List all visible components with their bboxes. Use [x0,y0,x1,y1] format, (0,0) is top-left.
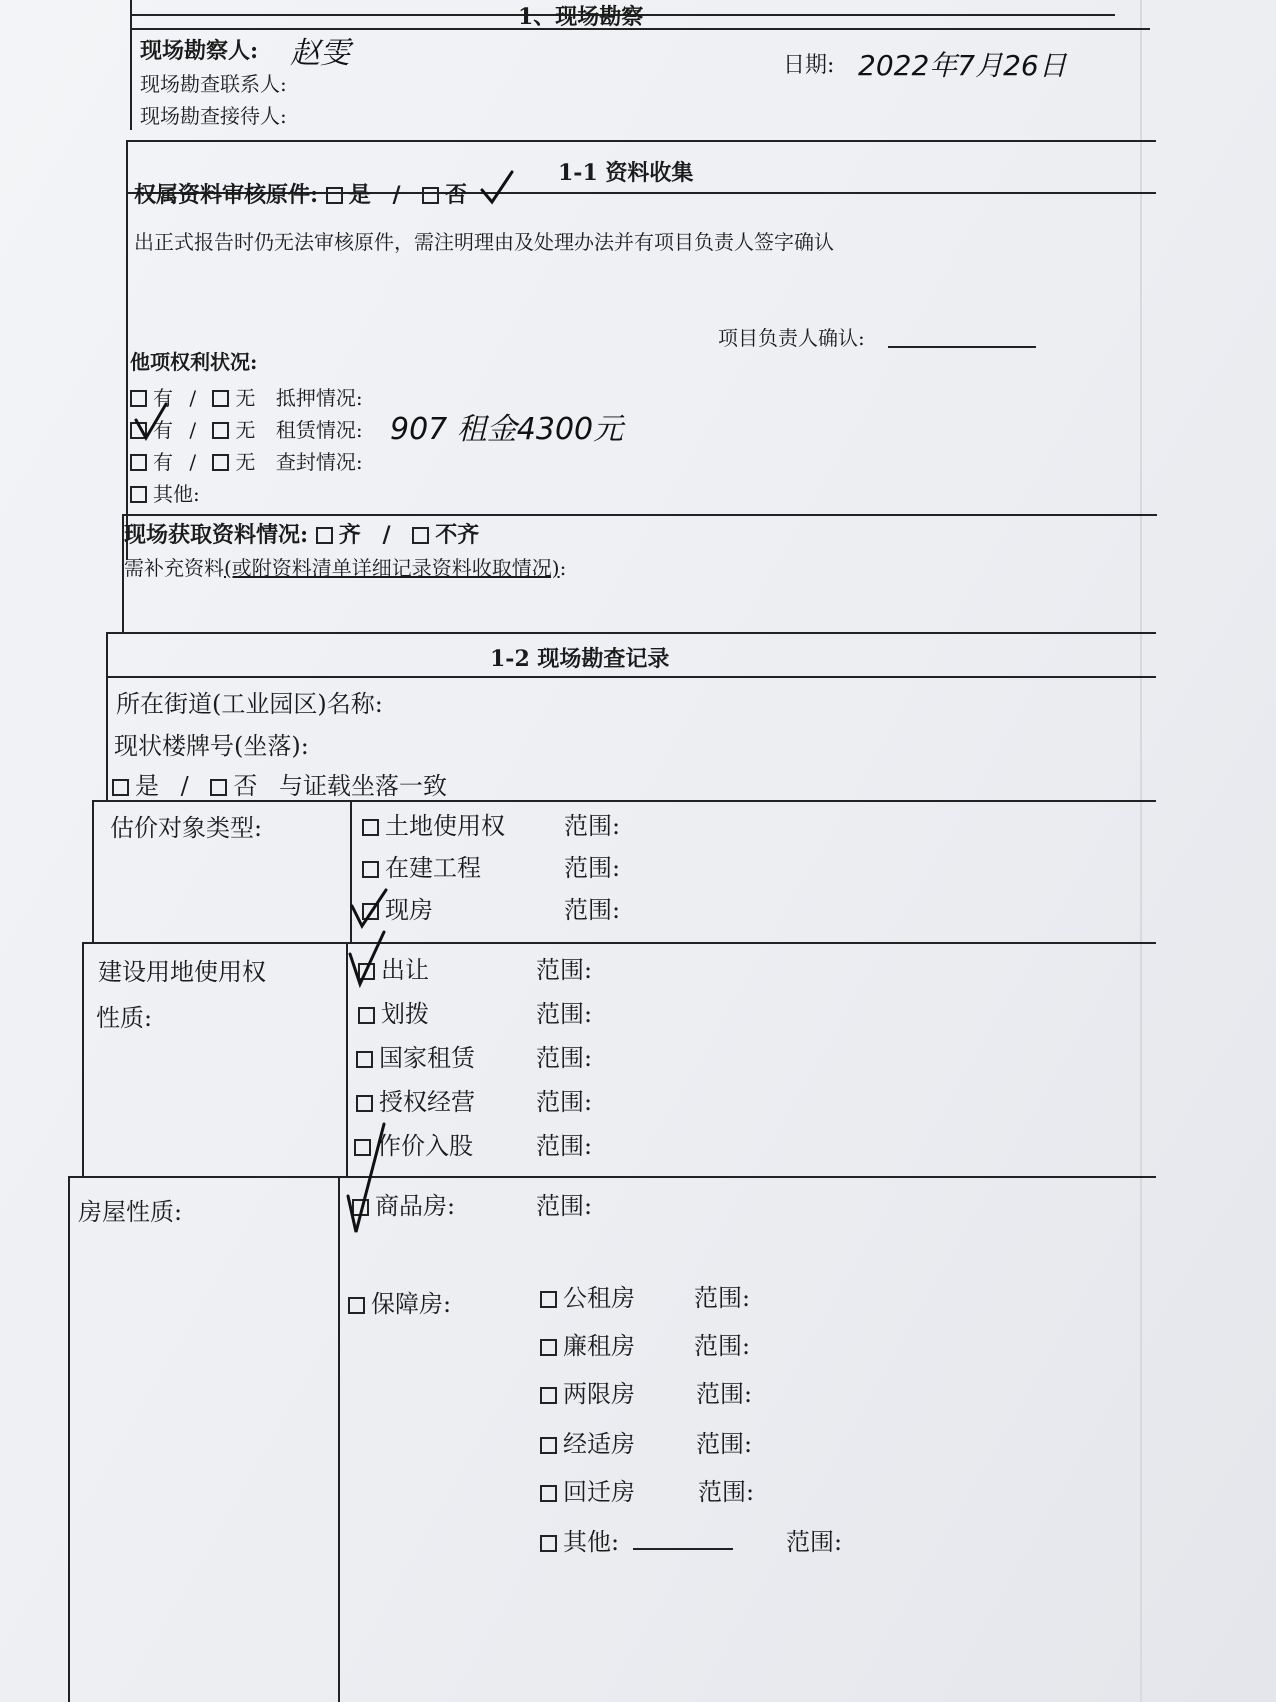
public-rental-checkbox[interactable] [540,1291,557,1308]
option-label: 授权经营 [379,1088,475,1116]
affordable-option [348,1284,451,1319]
no-checkbox[interactable] [422,187,439,204]
land-use-checkbox[interactable] [362,819,379,836]
checkmark-icon [478,168,518,208]
section-1-2-title: 1-2 现场勘查记录 [490,646,670,672]
right-row-other [130,478,200,507]
scope-label: 范围: [696,1430,753,1458]
scope-label: 范围: [536,1088,593,1116]
other-type-blank[interactable] [633,1548,733,1550]
commercial-label: 商品房: [375,1192,456,1220]
consistent-yes-label: 是 [135,772,159,800]
table-rule-1 [92,800,1156,802]
seizure-none-checkbox[interactable] [212,454,229,471]
consistent-yes-checkbox[interactable] [112,779,129,796]
consistent-label: 与证载坐落一致 [279,772,448,800]
scope-label: 范围: [536,1132,593,1160]
scope-label: 范围: [786,1528,843,1556]
option-label: 现房 [385,896,433,924]
checkmark-icon [132,400,172,444]
lease-handwritten-value: 907 租金4300元 [390,412,624,447]
supplement-colon: : [559,556,567,580]
affordable-other [540,1522,733,1557]
checkmark-icon [346,928,390,988]
affordable-public-rental [540,1278,635,1313]
land-right-label-1: 建设用地使用权 [98,958,266,986]
price-limited-checkbox[interactable] [540,1387,557,1404]
state-lease-checkbox[interactable] [356,1051,373,1068]
mortgage-none-checkbox[interactable] [212,390,229,407]
option-label: 作价入股 [377,1132,473,1160]
option-label: 在建工程 [385,854,481,882]
receiver-label: 现场勘查接待人: [140,104,287,128]
house-nature-label: 房屋性质: [78,1198,183,1226]
supplement-note: (或附资料清单详细记录资料收取情况) [224,556,560,580]
rule-1-2 [108,632,1156,634]
low-rent-checkbox[interactable] [540,1339,557,1356]
table-left-3 [68,1176,70,1702]
yes-label: 是 [348,182,371,208]
supplement-label: 需补充资料 [124,556,224,580]
right-row-lease: 有 / 无 租赁情况: [130,414,363,443]
scope-label: 范围: [564,854,621,882]
lease-none-checkbox[interactable] [212,422,229,439]
seizure-have-checkbox[interactable] [130,454,147,471]
rule-1-1 [126,140,1156,142]
right-edge [1140,0,1142,1702]
scope-label: 范围: [698,1478,755,1506]
pm-signature-line[interactable] [888,346,1036,348]
other-label: 其他: [153,482,200,506]
option-label: 国家租赁 [379,1044,475,1072]
materials-row: 现场获取资料情况: 齐 / 不齐 [124,522,480,548]
yes-checkbox[interactable] [326,187,343,204]
none-label: 无 [235,450,256,474]
street-label: 所在街道(工业园区)名称: [116,690,383,718]
land-right-option-lease [356,1038,475,1073]
seizure-label: 查封情况: [275,450,363,474]
right-row-seizure: 有 / 无 查封情况: [130,446,363,475]
have-label: 有 [153,386,173,410]
affordable-resettlement [540,1472,635,1507]
left-border-1-1 [126,140,128,560]
consistency-row: 是 / 否 与证载坐落一致 [112,766,447,801]
complete-label: 齐 [338,522,361,548]
incomplete-label: 不齐 [435,522,480,548]
original-review-label [134,178,467,209]
other-rights-label: 他项权利状况: [130,350,258,374]
option-label: 土地使用权 [385,812,505,840]
header-rule [130,28,1150,30]
table-rule-3 [68,1176,1156,1178]
complete-checkbox[interactable] [316,527,333,544]
inspector-label: 现场勘察人: [140,38,259,64]
scope-label: 范围: [536,956,593,984]
rule-1-2b [106,676,1156,678]
original-review-text: 权属资料审核原件: [134,182,319,208]
other-type-checkbox[interactable] [540,1535,557,1552]
object-type-option-land [362,806,505,841]
scope-label: 范围: [564,812,621,840]
affordable-economy [540,1424,635,1459]
left-border [130,0,132,130]
table-left-2 [82,942,84,1176]
scope-label: 范围: [536,1044,593,1072]
option-label: 划拨 [381,1000,429,1028]
consistent-no-label: 否 [233,772,258,800]
object-type-label: 估价对象类型: [110,814,263,842]
scope-label: 范围: [564,896,621,924]
consistent-no-checkbox[interactable] [210,779,227,796]
mortgage-label: 抵押情况: [275,386,363,410]
review-note: 出正式报告时仍无法审核原件，需注明理由及处理办法并有项目负责人签字确认 [134,230,834,254]
affordable-price-limited [540,1374,635,1409]
scope-label: 范围: [696,1380,753,1408]
left-border-materials [122,514,124,634]
option-label: 回迁房 [563,1478,635,1506]
other-type-label: 其他: [563,1528,620,1556]
authorized-operation-checkbox[interactable] [356,1095,373,1112]
inspection-form [78,0,1148,1702]
affordable-low-rent [540,1326,635,1361]
none-label: 无 [235,418,256,442]
scope-label: 范围: [694,1284,751,1312]
land-right-option-allocation [358,994,429,1029]
land-right-option-authorized [356,1082,475,1117]
scope-label: 范围: [694,1332,751,1360]
contact-label: 现场勘查联系人: [140,72,287,96]
have-label: 有 [153,418,173,442]
land-right-label-2: 性质: [96,1004,153,1032]
option-label: 廉租房 [563,1332,635,1360]
supplement-row [124,552,566,581]
materials-label: 现场获取资料情况: [124,522,309,548]
none-label: 无 [235,386,256,410]
option-label: 经适房 [563,1430,635,1458]
no-label: 否 [445,182,468,208]
affordable-checkbox[interactable] [348,1297,365,1314]
left-border-1-2 [106,632,108,802]
section-title: 1、现场勘察 [518,4,644,30]
right-row-mortgage: 有 / 无 抵押情况: [130,382,363,411]
allocation-checkbox[interactable] [358,1007,375,1024]
lease-label: 租赁情况: [275,418,363,442]
table-left-1 [92,800,94,942]
date-value: 2022年7月26日 [858,49,1067,82]
checkmark-icon [348,884,392,932]
option-label: 两限房 [563,1380,635,1408]
house-no-label: 现状楼牌号(坐落): [114,732,309,760]
object-type-option-construction [362,848,481,883]
option-label: 公租房 [563,1284,635,1312]
resettlement-checkbox[interactable] [540,1485,557,1502]
table-mid-3 [338,1176,340,1702]
economy-housing-checkbox[interactable] [540,1437,557,1454]
scope-label: 范围: [536,1192,593,1220]
affordable-label: 保障房: [371,1290,452,1318]
have-label: 有 [153,450,173,474]
rule-materials [122,514,1157,516]
table-rule-2 [82,942,1156,944]
date-label: 日期: [783,53,835,78]
option-label: 出让 [381,956,429,984]
checkmark-icon [344,1120,392,1238]
slash: / [392,182,401,208]
scope-label: 范围: [536,1000,593,1028]
pm-confirm-label: 项目负责人确认: [718,326,865,350]
incomplete-checkbox[interactable] [412,527,429,544]
other-checkbox[interactable] [130,486,147,503]
inspector-signature: 赵雯 [290,36,350,71]
construction-checkbox[interactable] [362,861,379,878]
section-1-1-title: 1-1 资料收集 [558,160,694,186]
